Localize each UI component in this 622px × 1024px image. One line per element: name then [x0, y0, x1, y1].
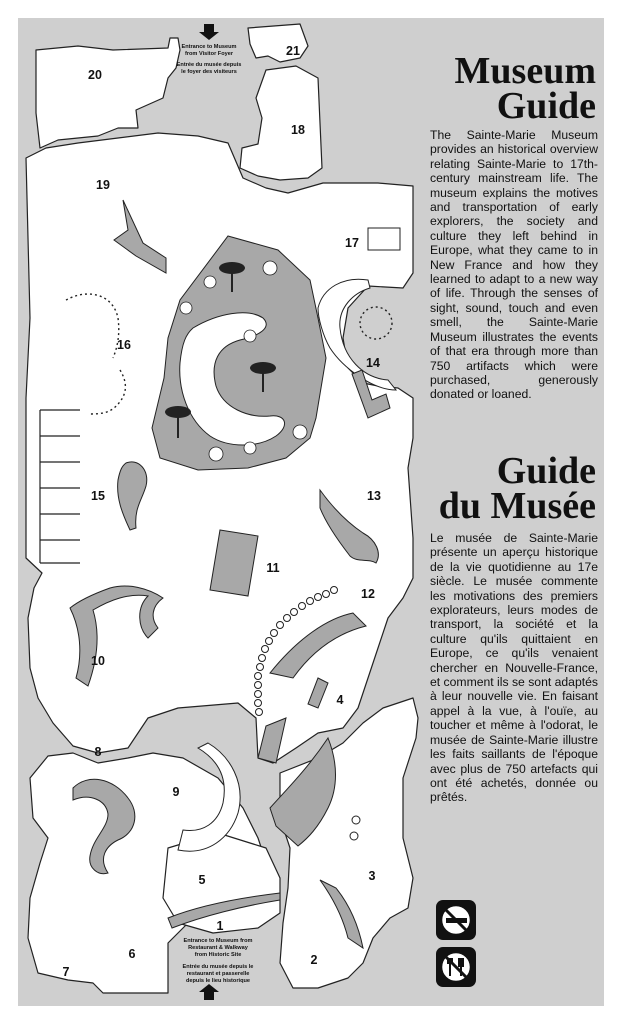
entrance-top-caption: Entrée du musée depuis — [176, 62, 242, 68]
room-label: 21 — [286, 44, 300, 58]
room-label: 17 — [345, 236, 359, 250]
bottom-entrance-arrow — [199, 984, 219, 1000]
room-label: 20 — [88, 68, 102, 82]
entrance-bottom-caption: restaurant et passerelle — [186, 971, 250, 977]
room-label: 10 — [91, 654, 105, 668]
room-20-area — [36, 38, 180, 148]
top-entrance-arrow — [199, 24, 219, 40]
description-en: The Sainte-Marie Museum provides an historical overview relating Sainte-Marie to 17th-century mainstream life. The museum explains the motives and transportation of early explorers, the society and culture they left behind in Europe, what they came to in New France and how they learned to adapt to a new way of life. Through the senses of sight, sound, touch and even smell, the Sainte-Marie Museum illustrates the events of that era through more than 750 artifacts which were purchased, generously donated or loaned. — [430, 128, 598, 402]
title-fr-line2: du Musée — [438, 485, 596, 527]
room-label: 3 — [368, 869, 376, 883]
no-smoking-icon — [436, 900, 476, 940]
no-food-drink-icon — [436, 947, 476, 987]
title-fr-line1: Guide — [496, 450, 596, 492]
room-18-area — [240, 66, 322, 180]
room-label: 7 — [62, 965, 70, 979]
room-label: 4 — [336, 693, 344, 707]
room-label: 18 — [291, 123, 305, 137]
room-label: 16 — [117, 338, 131, 352]
entrance-top-caption: from Visitor Foyer — [184, 51, 234, 57]
map-frame — [18, 18, 604, 1006]
title-fr — [418, 450, 596, 527]
title-en-line1: Museum — [454, 50, 596, 92]
entrance-bottom-caption: depuis le lieu historique — [185, 978, 251, 984]
title-en-line2: Guide — [496, 85, 596, 127]
entrance-bottom-caption: Restaurant & Walkway — [188, 945, 248, 951]
room-label: 1 — [216, 919, 224, 933]
entrance-bottom-caption: Entrance to Museum from — [183, 938, 253, 944]
room-label: 12 — [361, 587, 375, 601]
room-label: 8 — [94, 745, 102, 759]
entrance-bottom-caption: Entrée du musée depuis le — [182, 964, 254, 970]
exhibit-17-block — [368, 228, 400, 250]
entrance-top-caption: Entrance to Museum — [181, 44, 237, 50]
description-fr: Le musée de Sainte-Marie présente un aperçu historique de la vie quotidienne au 17e siècle. Le musée commente les motivations des premiers explorateurs, leurs modes de transport, la société et la culture qu'ils quittaient en Europe, ce qu'ils venaient chercher en Nouvelle-France, et comment ils se sont adaptés à leur nouvelle vie. En faisant appel à la vue, à l'ouïe, au toucher et même à l'odorat, le musée de Sainte-Marie illustre les faits saillants de l'époque avec plus de 750 artefacts qui ont été achetés, donnée ou prêtés. — [430, 531, 599, 805]
room-label: 19 — [96, 178, 110, 192]
room-label: 11 — [266, 561, 280, 575]
room-label: 15 — [91, 489, 105, 503]
title-en — [418, 50, 596, 127]
room-label: 2 — [310, 953, 318, 967]
room-label: 9 — [172, 785, 180, 799]
room-label: 14 — [366, 356, 380, 370]
entrance-bottom-caption: from Historic Site — [194, 952, 242, 958]
entrance-top-caption: le foyer des visiteurs — [181, 69, 237, 75]
room-label: 13 — [367, 489, 381, 503]
room-label: 6 — [128, 947, 136, 961]
room-label: 5 — [198, 873, 206, 887]
